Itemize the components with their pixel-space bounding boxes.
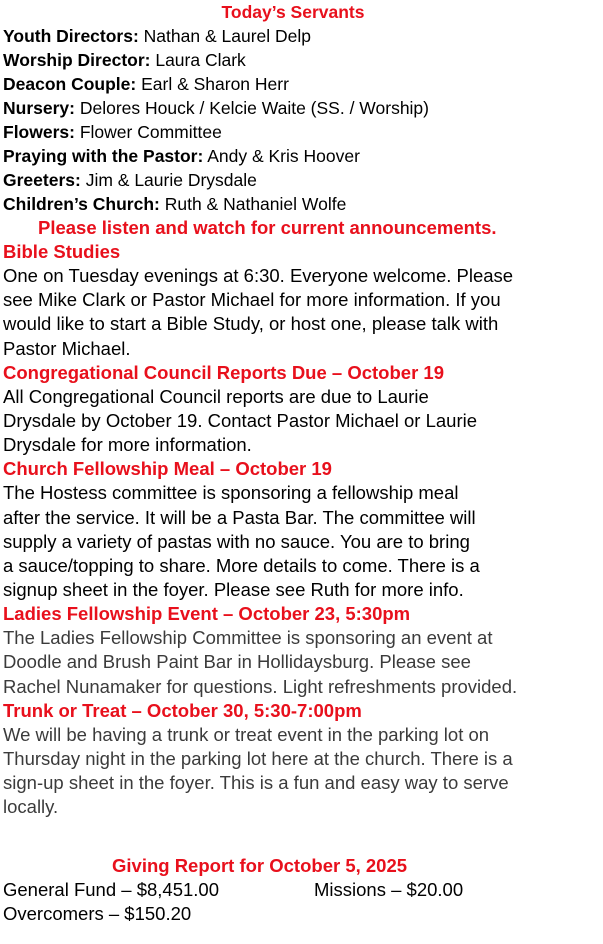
section-heading: Church Fellowship Meal – October 19 — [3, 458, 332, 480]
section-fellowship-meal — [3, 457, 603, 602]
section-line: after the service. It will be a Pasta Bar. The committee will — [3, 506, 476, 528]
section-line: Doodle and Brush Paint Bar in Hollidaysburg. Please see — [3, 651, 471, 673]
section-line: Rachel Nunamaker for questions. Light refreshments provided. — [3, 675, 518, 697]
servant-name: Flower Committee — [79, 122, 222, 142]
section-line: signup sheet in the foyer. Please see Ruth for more info. — [3, 579, 464, 601]
servants-list — [3, 24, 603, 216]
giving-row — [3, 902, 603, 926]
section-line: Thursday night in the parking lot here at the church. There is a — [3, 748, 513, 769]
servant-row-greeters — [3, 168, 603, 192]
section-heading: Trunk or Treat – October 30, 5:30-7:00pm — [3, 699, 362, 721]
section-line: supply a variety of pastas with no sauce. You are to bring — [3, 530, 470, 552]
servant-name: Delores Houck / Kelcie Waite (SS. / Worship) — [79, 98, 429, 118]
section-trunk-or-treat — [3, 699, 603, 820]
section-line: would like to start a Bible Study, or host one, please talk with — [3, 313, 499, 335]
servant-role: Deacon Couple: — [3, 74, 137, 94]
missions-amount: Missions – $20.00 — [314, 878, 464, 900]
section-line: locally. — [3, 796, 59, 818]
section-line: a sauce/topping to share. More details to come. There is a — [3, 554, 480, 576]
giving-report-title: Giving Report for October 5, 2025 — [112, 854, 408, 876]
servants-title: Today’s Servants — [221, 2, 365, 22]
section-line: see Mike Clark or Pastor Michael for more information. If you — [3, 289, 501, 311]
servant-role: Children’s Church: — [3, 194, 160, 214]
spacer — [3, 820, 603, 854]
servant-role: Flowers: — [3, 122, 75, 142]
section-line: The Ladies Fellowship Committee is sponsoring an event at — [3, 627, 493, 649]
announcement-notice: Please listen and watch for current announcements. — [38, 217, 497, 238]
servant-role: Youth Directors: — [3, 26, 139, 46]
section-line: Drysdale for more information. — [3, 434, 252, 456]
section-line: All Congregational Council reports are due to Laurie — [3, 385, 429, 407]
section-heading: Congregational Council Reports Due – October 19 — [3, 361, 444, 383]
section-line: The Hostess committee is sponsoring a fellowship meal — [3, 482, 459, 504]
servant-row-nursery — [3, 96, 603, 120]
section-council-reports — [3, 361, 603, 458]
section-line: One on Tuesday evenings at 6:30. Everyone welcome. Please — [3, 265, 514, 286]
servant-name: Andy & Kris Hoover — [207, 146, 360, 166]
servant-role: Greeters: — [3, 170, 81, 190]
section-ladies-fellowship — [3, 602, 603, 699]
servant-row-worship-director — [3, 48, 603, 72]
servant-role: Nursery: — [3, 98, 75, 118]
section-line: sign-up sheet in the foyer. This is a fun and easy way to serve — [3, 772, 509, 794]
servant-name: Ruth & Nathaniel Wolfe — [164, 194, 347, 214]
servant-role: Praying with the Pastor: — [3, 146, 204, 166]
bulletin-page — [3, 0, 603, 926]
section-heading: Ladies Fellowship Event – October 23, 5:30pm — [3, 603, 411, 625]
giving-report — [3, 854, 603, 926]
servant-row-youth-directors — [3, 24, 603, 48]
servant-name: Earl & Sharon Herr — [141, 74, 289, 94]
servant-row-flowers — [3, 120, 603, 144]
section-bible-studies — [3, 240, 603, 361]
overcomers-amount: Overcomers – $150.20 — [3, 902, 192, 924]
giving-row — [3, 878, 603, 902]
servant-row-childrens-church — [3, 192, 603, 216]
section-line: Pastor Michael. — [3, 337, 131, 359]
servant-row-deacon-couple — [3, 72, 603, 96]
servant-row-praying-with-pastor — [3, 144, 603, 168]
servant-role: Worship Director: — [3, 50, 151, 70]
servant-name: Jim & Laurie Drysdale — [85, 170, 257, 190]
section-line: Drysdale by October 19. Contact Pastor Michael or Laurie — [3, 409, 478, 431]
section-line: We will be having a trunk or treat event in the parking lot on — [3, 723, 490, 745]
servant-name: Nathan & Laurel Delp — [143, 26, 311, 46]
section-heading: Bible Studies — [3, 241, 121, 262]
general-fund-amount: General Fund – $8,451.00 — [3, 878, 219, 900]
servant-name: Laura Clark — [155, 50, 246, 70]
